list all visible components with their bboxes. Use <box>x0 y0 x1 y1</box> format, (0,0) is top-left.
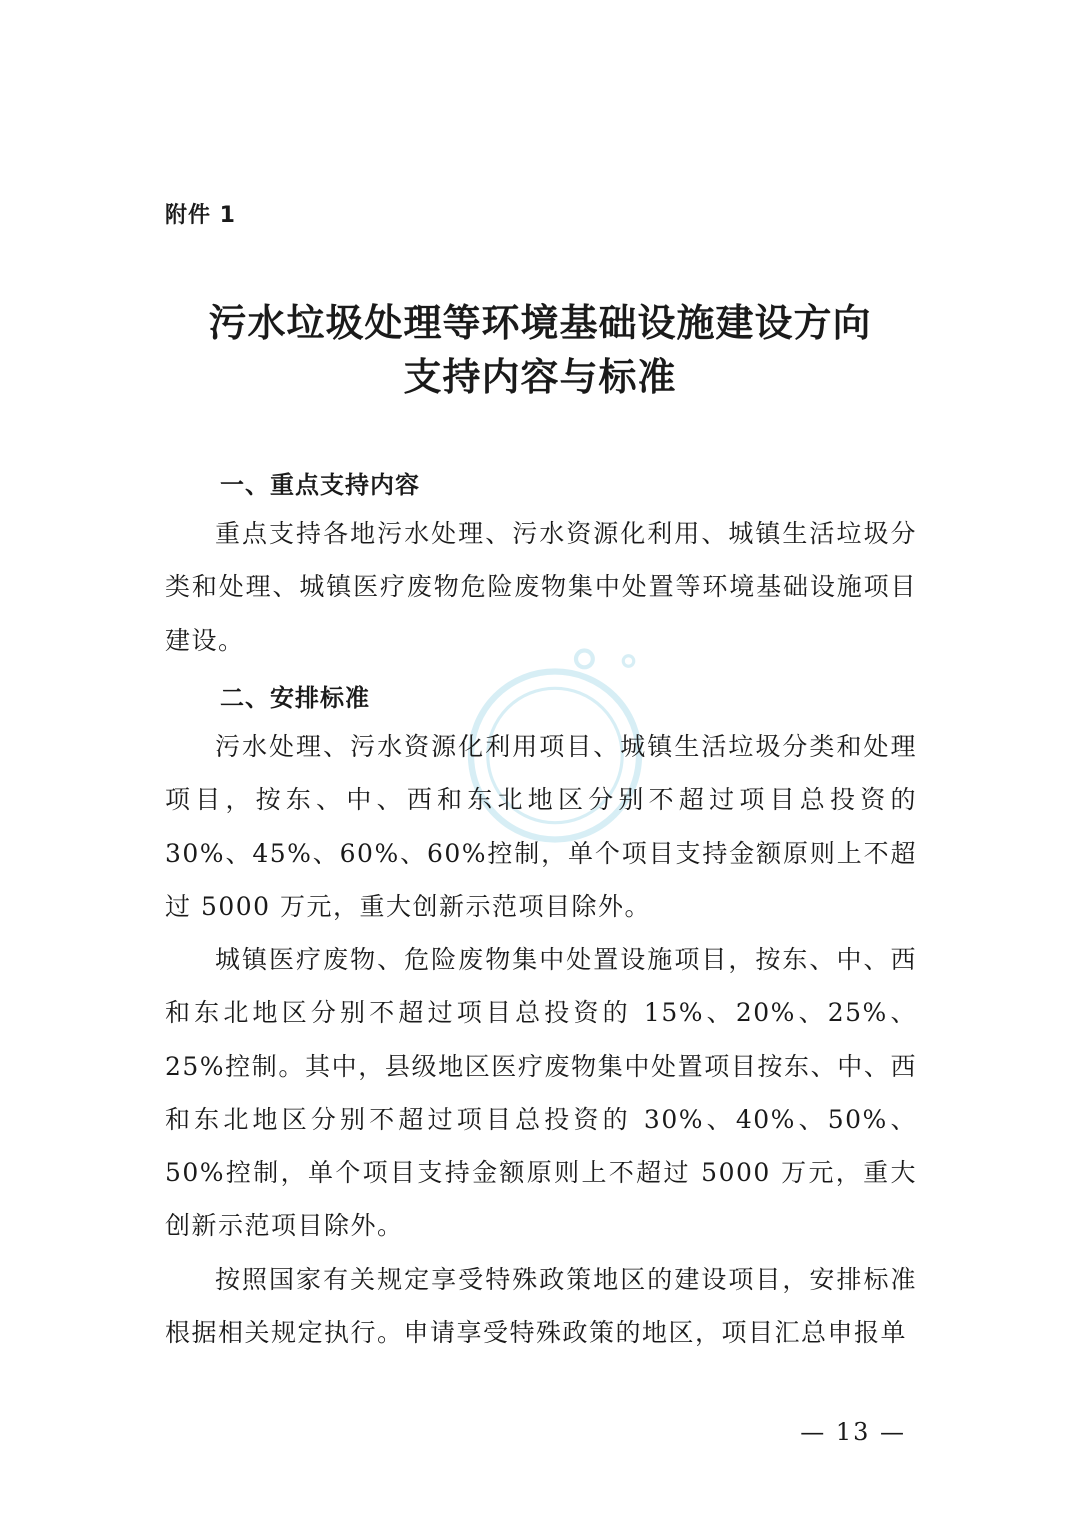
page-number <box>0 1418 1080 1446</box>
document-title-line1: 污水垃圾处理等环境基础设施建设方向 <box>208 301 872 345</box>
section-heading-arrangement-standard: 二、安排标准 <box>220 684 370 712</box>
attachment-label: 附件 1 <box>165 203 236 228</box>
document-title-line2: 支持内容与标准 <box>403 355 677 399</box>
paragraph-special-policy-areas: 按照国家有关规定享受特殊政策地区的建设项目，安排标准根据相关规定执行。申请享受特殊政策的地区，项目汇总申报单 <box>165 1265 917 1348</box>
page-number-text: — 13 — <box>800 1418 906 1446</box>
paragraph-sewage-waste-standard: 污水处理、污水资源化利用项目、城镇生活垃圾分类和处理项目，按东、中、西和东北地区分别不超过项目总投资的 30%、45%、60%、60%控制，单个项目支持金额原则上不超过 5000 万元，重大创新示范项目除外。 <box>165 732 917 921</box>
paragraph-medical-hazardous-waste-standard: 城镇医疗废物、危险废物集中处置设施项目，按东、中、西和东北地区分别不超过项目总投资的 15%、20%、25%、25%控制。其中，县级地区医疗废物集中处置项目按东、中、西和东北地区分别不超过项目总投资的 30%、40%、50%、50%控制，单个项目支持金额原则上不超过 5000 万元，重大创新示范项目除外。 <box>165 945 917 1241</box>
section-heading-key-support: 一、重点支持内容 <box>220 471 420 499</box>
paragraph-key-support: 重点支持各地污水处理、污水资源化利用、城镇生活垃圾分类和处理、城镇医疗废物危险废物集中处置等环境基础设施项目建设。 <box>165 519 917 655</box>
